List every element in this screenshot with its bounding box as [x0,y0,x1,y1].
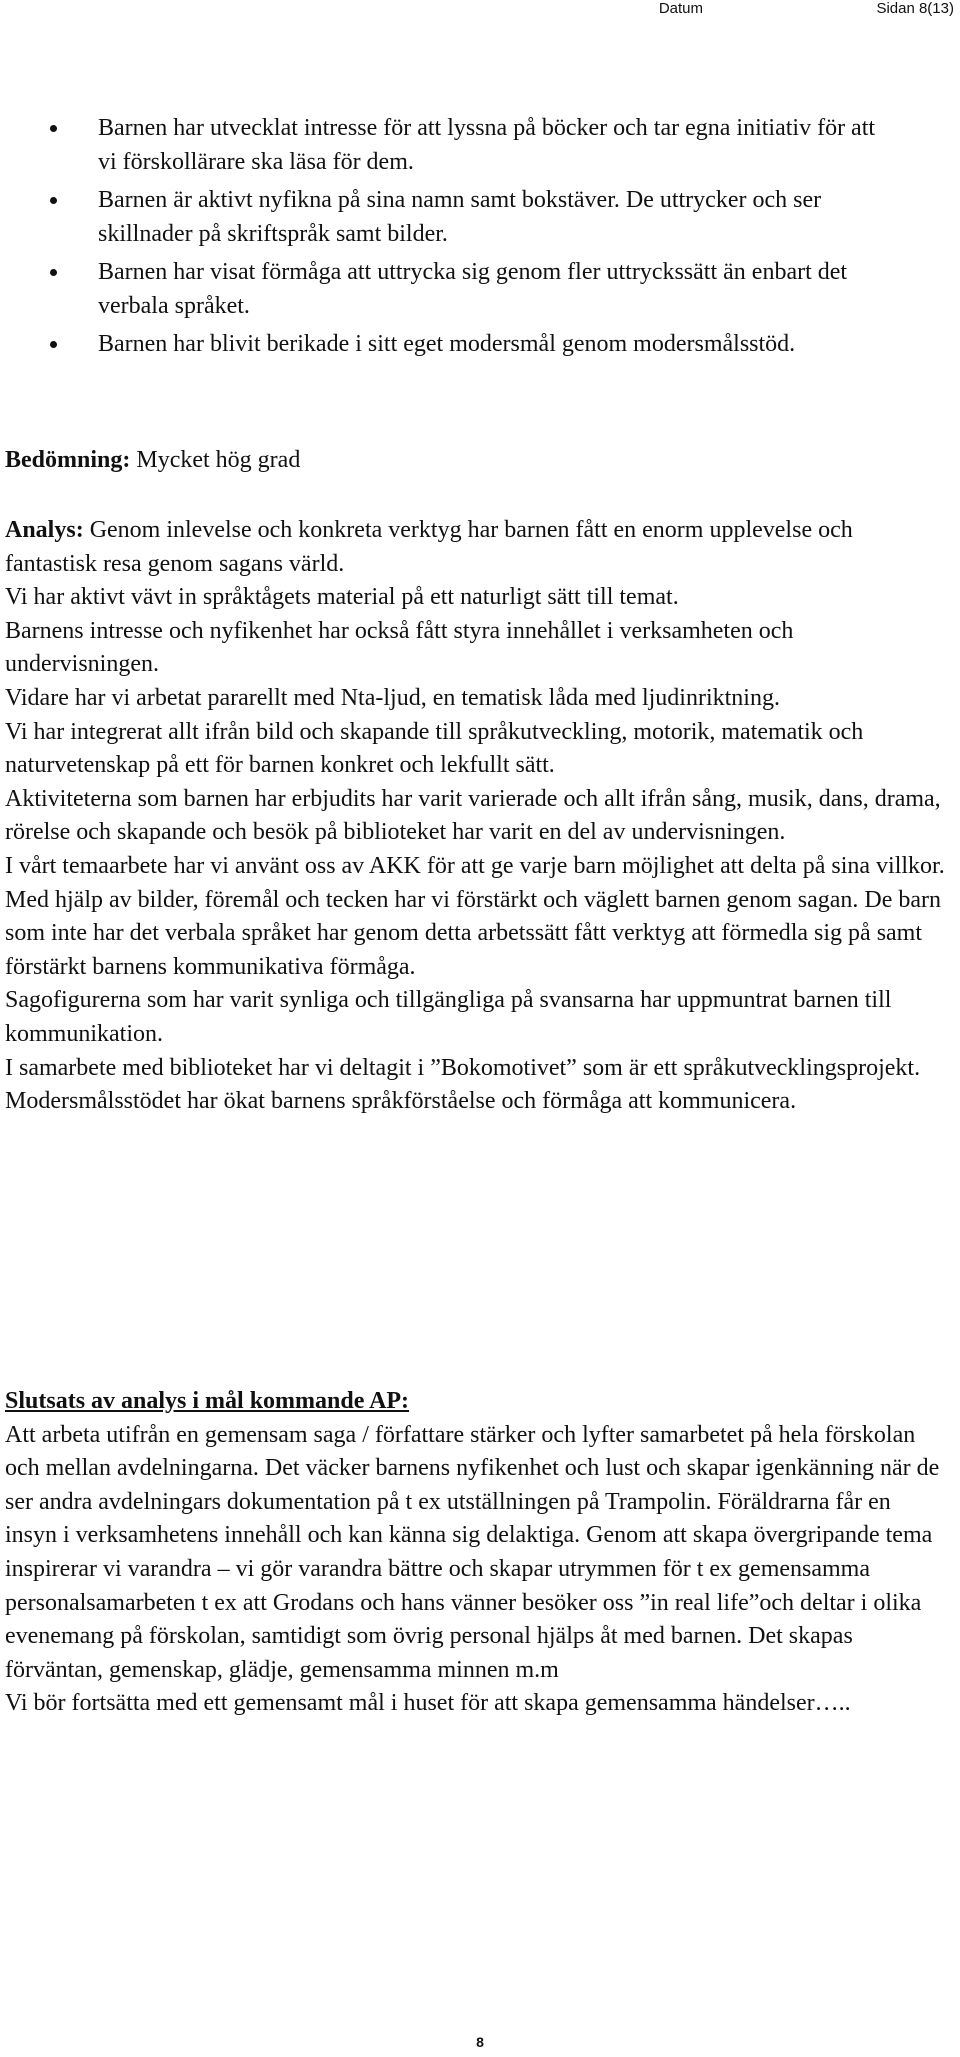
date-label: Datum [658,0,703,17]
analysis-paragraph: Vi har integrerat allt ifrån bild och skapande till språkutveckling, motorik, matematik och naturvetenskap på ett för barnen konkret och lekfullt sätt. [5,718,864,779]
bullet-icon [50,341,57,348]
bullet-icon [50,269,57,276]
analysis-paragraph: I samarbete med biblioteket har vi deltagit i ”Bokomotivet” som är ett språkutvecklingsprojekt. [5,1054,921,1081]
list-item: Barnen har blivit berikade i sitt eget modersmål genom modersmålsstöd. [0,327,878,361]
page-number: 8 [476,2034,484,2050]
analysis-paragraph: Modersmålsstödet har ökat barnens språkförståelse och förmåga att kommunicera. [5,1088,797,1115]
analysis-paragraph: Sagofigurerna som har varit synliga och tillgängliga på svansarna har uppmuntrat barnen till kommunikation. [5,987,892,1047]
conclusion-paragraph: Vi bör fortsätta med ett gemensamt mål i huset för att skapa gemensamma händelser….. [5,1690,851,1717]
list-item: Barnen är aktivt nyfikna på sina namn samt bokstäver. De uttrycker och ser skillnader på skriftspråk samt bilder. [0,183,878,251]
assessment-label: Bedömning: [5,447,131,473]
analysis-paragraph: Vi har aktivt vävt in språktågets material på ett naturligt sätt till temat. [5,584,679,611]
bullet-icon [50,197,57,204]
page-indicator: Sidan 8(13) [876,0,954,17]
analysis-paragraph: Aktiviteterna som barnen har erbjudits har varit varierade och allt ifrån sång, musik, dans, drama, rörelse och skapande och besök på biblioteket har varit en del av undervisningen. [5,785,941,846]
assessment-value: Mycket hög grad [130,447,301,473]
conclusion-heading: Slutsats av analys i mål kommande AP: [5,1388,410,1414]
assessment [5,444,945,478]
analysis-section [5,514,945,1119]
conclusion-section [5,1385,945,1721]
page-header [0,0,960,20]
bullet-icon [50,125,57,132]
outcome-bullet-list [0,111,878,365]
analysis-paragraph: Barnens intresse och nyfikenhet har också fått styra innehållet i verksamheten och undervisningen. [5,617,794,678]
analysis-paragraph: I vårt temaarbete har vi använt oss av AKK för att ge varje barn möjlighet att delta på sina villkor. Med hjälp av bilder, föremål och tecken har vi förstärkt och väglett barnen genom sagan. De barn som inte har det verbala språket har genom detta arbetssätt fått verktyg att förmedla sig på samt förstärkt barnens kommunikativa förmåga. [5,852,945,980]
list-item: Barnen har utvecklat intresse för att lyssna på böcker och tar egna initiativ för att vi förskollärare ska läsa för dem. [0,111,878,179]
analysis-label: Analys: [5,517,84,543]
list-item: Barnen har visat förmåga att uttrycka sig genom fler uttryckssätt än enbart det verbala språket. [0,255,878,323]
conclusion-paragraph: Att arbeta utifrån en gemensam saga / författare stärker och lyfter samarbetet på hela förskolan och mellan avdelningarna. Det väcker barnens nyfikenhet och lust och skapar igenkänning när de ser andra avdelningars dokumentation på t ex utställningen på Trampolin. Föräldrarna får en insyn i verksamhetens innehåll och kan känna sig delaktiga. Genom att skapa övergripande tema inspirerar vi varandra – vi gör varandra bättre och skapar utrymmen för t ex gemensamma personalsamarbeten t ex att Grodans och hans vänner besöker oss ”in real life”och deltar i olika evenemang på förskolan, samtidigt som övrig personal hjälps åt med barnen. Det skapas förväntan, gemenskap, glädje, gemensamma minnen m.m [5,1421,940,1683]
analysis-first-paragraph: Analys: Genom inlevelse och konkreta verktyg har barnen fått en enorm upplevelse och fantastisk resa genom sagans värld. [5,517,853,577]
analysis-paragraph: Vidare har vi arbetat pararellt med Nta-ljud, en tematisk låda med ljudinriktning. [5,684,780,711]
